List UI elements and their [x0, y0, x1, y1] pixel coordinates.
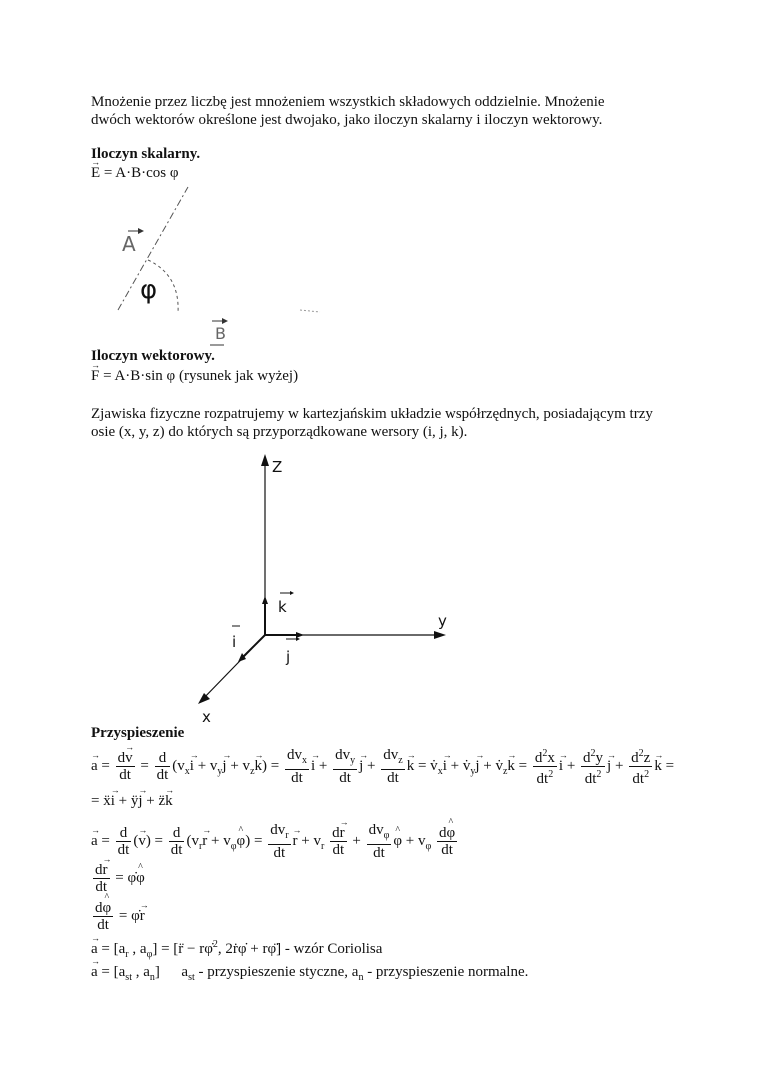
- accel-heading: Przyspieszenie: [91, 725, 185, 741]
- figure-label-a: A: [122, 232, 136, 256]
- axis-label-z: Z: [272, 458, 283, 476]
- accel-eq-6: → $a = [a_r$ , $a_\varphi$] = [r̈ − rφ̇$^2$, 2ṙφ̇ + rφ̈] - wzór Coriolisa: [91, 935, 382, 965]
- intro-line-2: dwóch wektorów określone jest dwojako, jako iloczyn skalarny i iloczyn wektorowy.: [91, 112, 603, 128]
- axis-label-i: i: [232, 633, 237, 651]
- vector-b-mark: [300, 310, 320, 312]
- coords-line-2: osie (x, y, z) do których są przyporządkowane wersory (i, j, k).: [91, 424, 468, 440]
- figure-label-phi: φ: [140, 275, 158, 305]
- accel-eq-3: → a = $\frac{d}{dt}$ (→ v) = $\frac{d}{dt}$ ($v_r\to r$ + $v_\varphi\^{}$ φ) = $\frac{dv_r}{dt}$ → $r + v_r$ $\frac{d\to r}{dt}$ + $\frac{dv_\varphi}{dt}$ ^ $\varphi + v_\varphi$ $\frac{d\^{} \varphi}{dt}$: [91, 822, 459, 861]
- scalar-formula: [91, 163, 179, 183]
- axis-label-y: y: [438, 612, 447, 630]
- intro-line-1: Mnożenie przez liczbę jest mnożeniem wszystkich składowych oddzielnie. Mnożenie: [91, 94, 605, 110]
- accel-eq-1: → a = $\frac{d\to v}{dt}$ = $\frac{d}{dt}$ $(v_x\to i + v_y\to j + v_z\to k)$ = $\frac{dv_x}{dt}$ → i + $\frac{dv_y}{dt}$ → j + $\frac{dv_z}{dt}$ → $k = v̇_x\to i$ + $v̇_y\to j$ + $v̇_z\to k$ = $\frac{d^2x}{dt^2}$ → i + $\frac{d^2y}{dt^2}$ → j + $\frac{d^2z}{dt^2}$ → k =: [91, 746, 674, 787]
- axes-figure: [180, 450, 480, 730]
- coriolis-note: - wzór Coriolisa: [284, 941, 383, 957]
- vector-formula-note: (rysunek jak wyżej): [178, 368, 299, 384]
- accel-eq-2: = ẍ→ i + ÿ→ j + z̈→ k: [91, 791, 173, 811]
- accel-eq-4: $\frac{d\to r}{dt}$ = φ̇^ φ: [91, 862, 145, 895]
- axis-label-k: k: [278, 598, 287, 616]
- vector-formula-rhs: = A·B·sin φ: [103, 368, 176, 384]
- axis-label-j: j: [286, 648, 291, 666]
- accel-eq-7: → $a = [a_{st}$ , $a_n$] $a_{st}$ - przyspieszenie styczne, $a_n$ - przyspieszenie normalne.: [91, 962, 528, 988]
- coords-line-1: Zjawiska fizyczne rozpatrujemy w kartezjańskim układzie współrzędnych, posiadającym trzy: [91, 406, 653, 422]
- tangential-note: - przyspieszenie styczne,: [198, 964, 349, 980]
- scalar-formula-lhs: → E: [91, 163, 100, 183]
- accel-eq-5: $\frac{d\^{} \varphi}{dt}$ = φ̇→ r: [91, 900, 145, 933]
- figure-label-b: B: [215, 324, 226, 343]
- scalar-heading: Iloczyn skalarny.: [91, 146, 201, 162]
- vector-formula: [91, 366, 298, 386]
- vector-heading: Iloczyn wektorowy.: [91, 348, 215, 364]
- axis-label-x: x: [202, 708, 211, 726]
- i-vector: [242, 635, 265, 658]
- scalar-formula-rhs: = A·B·cos φ: [103, 165, 179, 181]
- normal-note: - przyspieszenie normalne.: [367, 964, 529, 980]
- vector-formula-lhs: → F: [91, 366, 99, 386]
